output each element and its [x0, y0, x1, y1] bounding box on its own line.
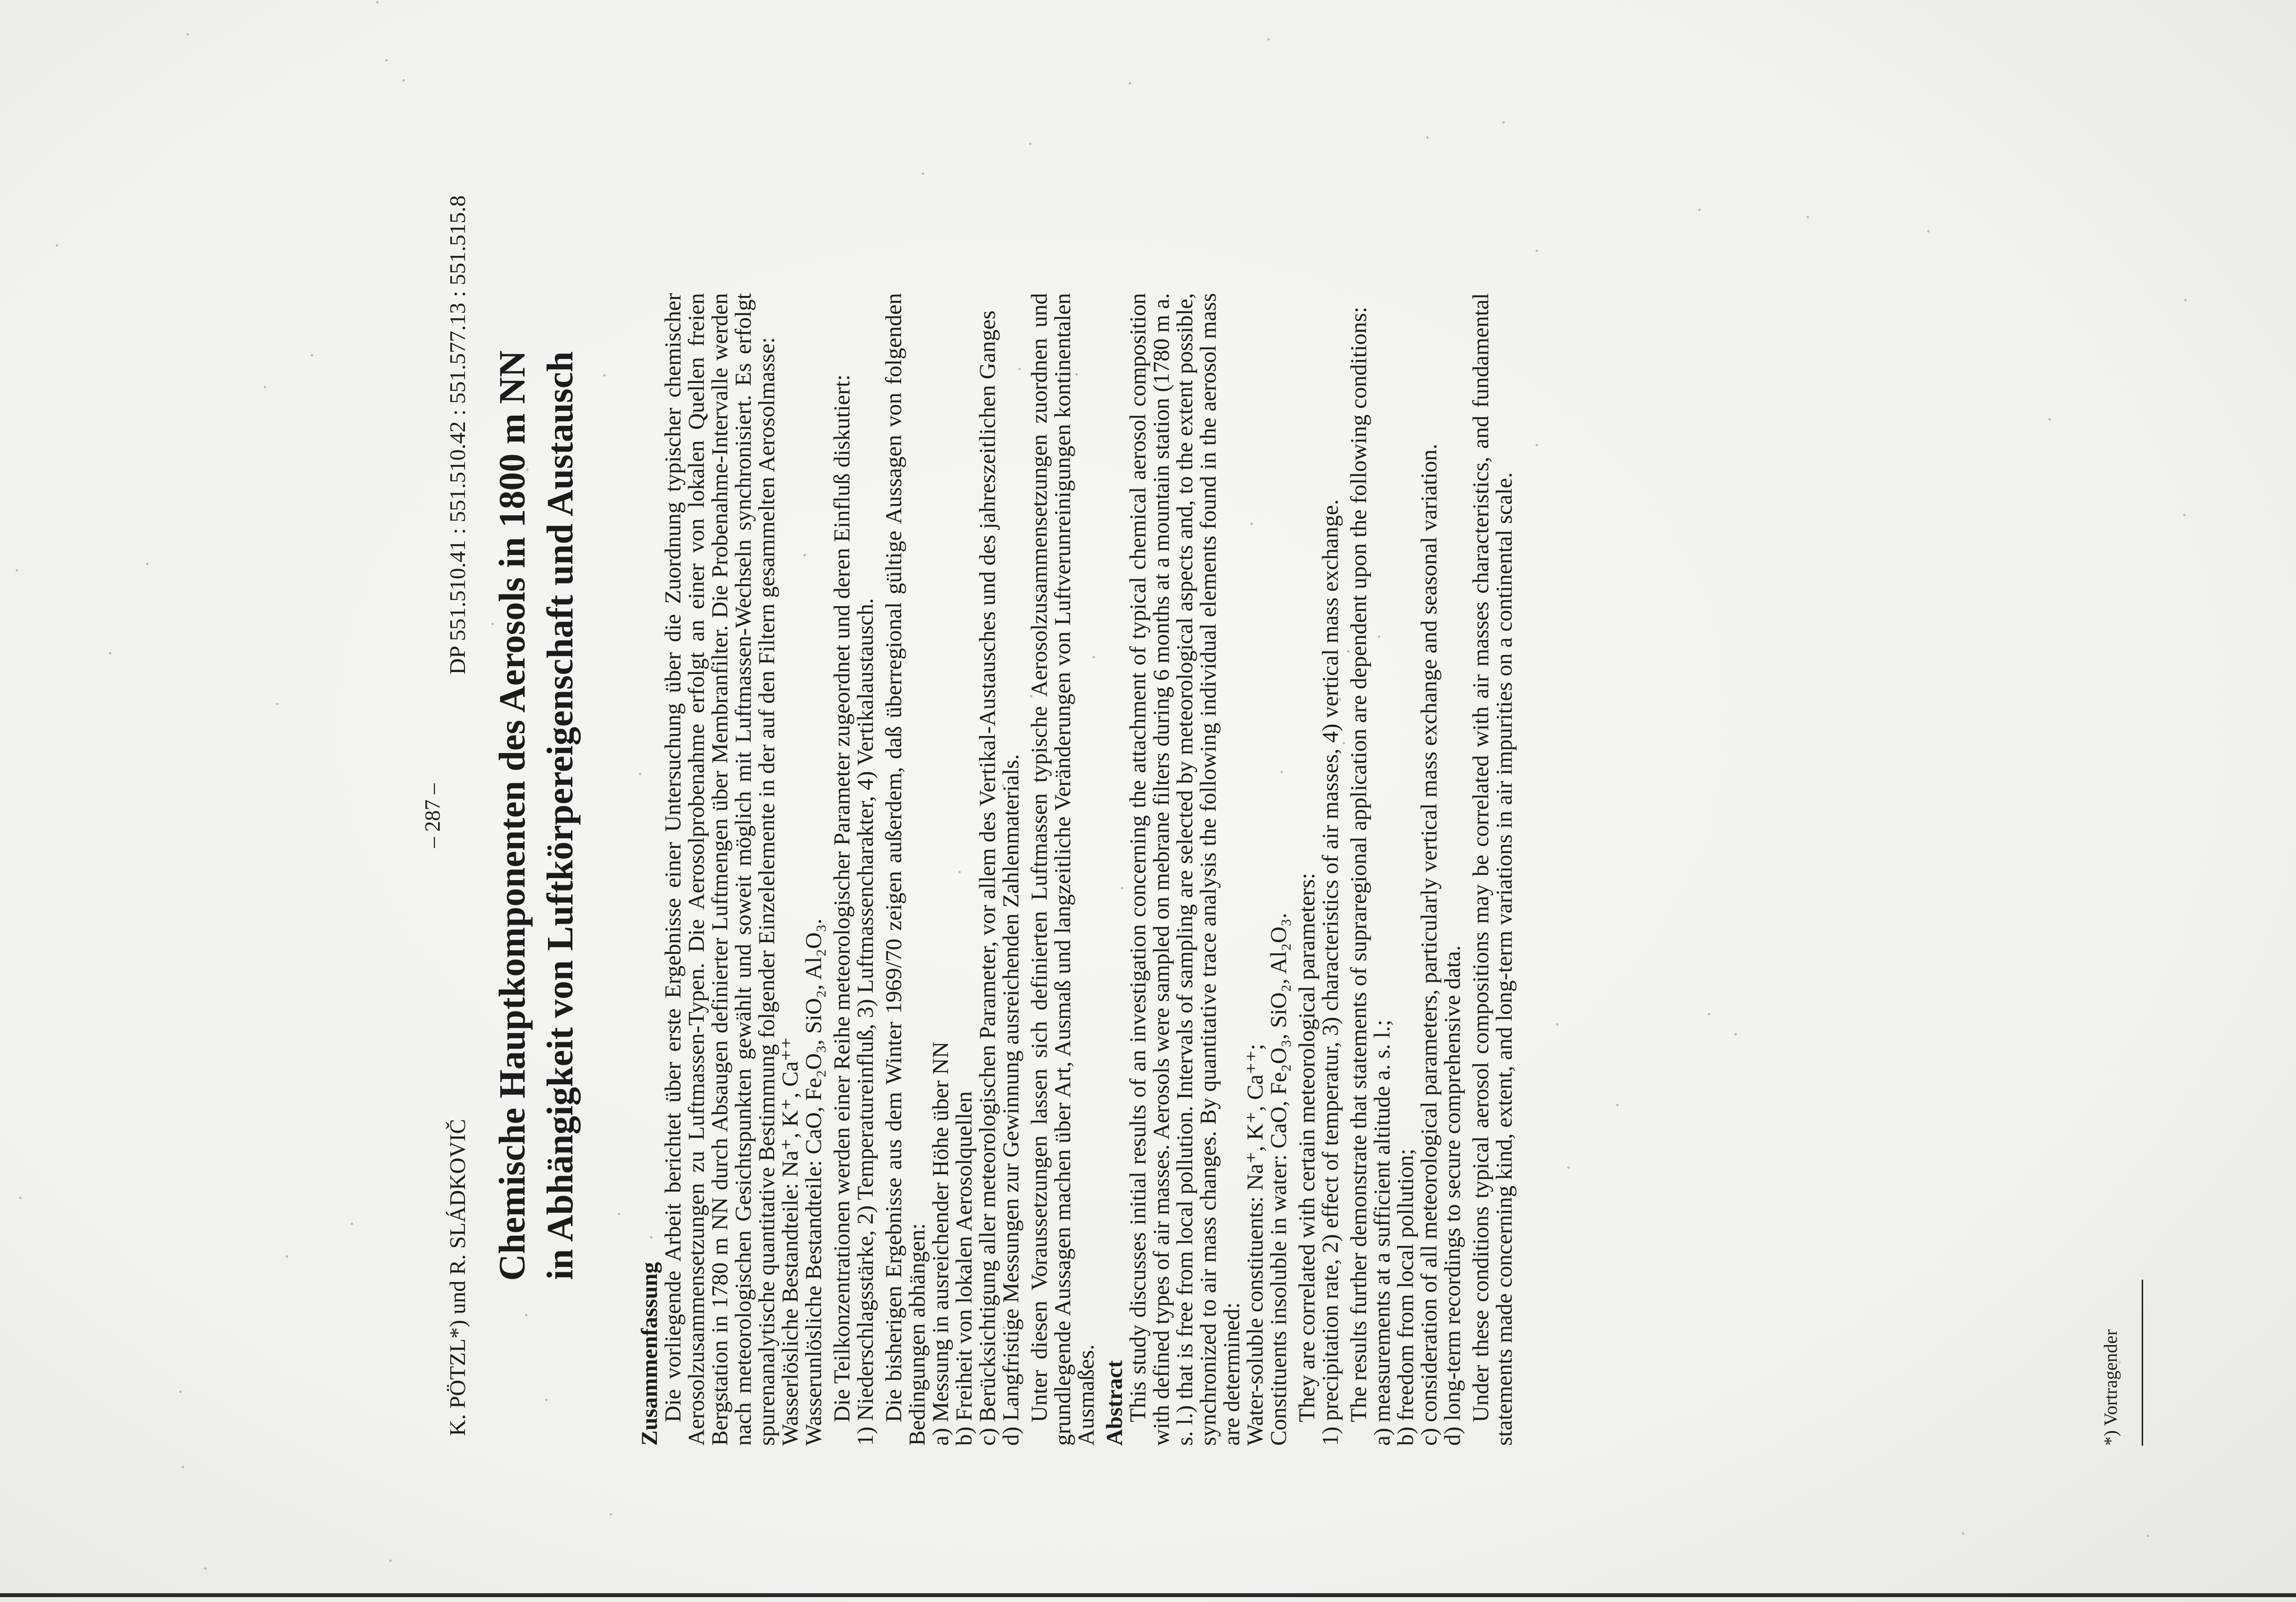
zusammenfassung-paragraph-4: Unter diesen Voraussetzungen lassen sich definierten Luftmassen typische Aerosolzusammensetzungen zuordnen und grundlegende Aussagen machen über Art, Ausmaß und langzeitliche Veränderungen von Luftverunreinigungen kontinentalen Ausmaßes. — [1027, 293, 1099, 1446]
abstract-parameters: 1) precipitation rate, 2) effect of temperatur, 3) characteristics of air masses, 4) vertical mass exchange. — [1318, 499, 1343, 1446]
abstract-condition-a: a) measurements at a sufficient altitude a. s. l.; — [1369, 1019, 1395, 1446]
footnote-rule — [2142, 1280, 2143, 1446]
scan-speck — [1267, 38, 1270, 41]
classification-code: DP 551.510.41 : 551.510.42 : 551.577.13 : 551.515.8 — [445, 195, 470, 675]
zusammenfassung-condition-a: a) Messung in ausreichender Höhe über NN — [928, 1041, 953, 1446]
paper-body — [635, 293, 1516, 1446]
scan-speck — [376, 1, 379, 3]
abstract-insoluble: Constituents insoluble in water: CaO, Fe₂O₃, SiO₂, Al₂O₃. — [1266, 912, 1291, 1446]
title-line-1: Chemische Hauptkomponenten des Aerosols in 1800 m NN — [492, 350, 533, 1281]
scan-speck — [389, 1560, 392, 1562]
footnote: *) Vortragender — [2101, 1329, 2121, 1446]
scan-speck — [276, 703, 278, 705]
scan-speck — [16, 569, 18, 571]
scan-edge-line — [0, 1593, 2296, 1597]
abstract-soluble: Water-soluble constituents: Na⁺, K⁺, Ca⁺⁺; — [1243, 1044, 1268, 1446]
scan-speck — [402, 79, 405, 82]
scan-speck — [179, 1391, 182, 1393]
scan-speck — [351, 1223, 353, 1225]
rotated-page — [361, 83, 2296, 1548]
scan-speck — [56, 244, 58, 247]
zusammenfassung-paragraph-2: Die Teilkonzentrationen werden einer Reihe meteorologischer Parameter zugeordnet und deren Einfluß diskutiert: — [829, 374, 855, 1422]
abstract-paragraph-2: They are correlated with certain meteorological parameters: — [1294, 873, 1320, 1422]
abstract-condition-b: b) freedom from local pollution; — [1393, 1148, 1418, 1446]
scan-speck — [286, 1255, 288, 1258]
abstract-paragraph-3: The results further demonstrate that statements of supraregional application are dependent upon the following conditions: — [1346, 306, 1371, 1422]
abstract-paragraph-4: Under these conditions typical aerosol compositions may be correlated with air masses characteristics, and fundamental statements made concerning kind, extent, and long-term variations in air impurities on a continental scale. — [1468, 293, 1517, 1446]
page-number: – 287 – — [421, 783, 444, 848]
zusammenfassung-soluble: Wasserlösliche Bestandteile: Na⁺, K⁺, Ca⁺⁺ — [778, 1037, 803, 1446]
zusammenfassung-condition-c: c) Berücksichtigung aller meteorologischen Parameter, vor allem des Vertikal-Austausches und des jahreszeitlichen Ganges — [975, 310, 1000, 1446]
scan-speck — [311, 354, 313, 357]
paper-title — [488, 181, 584, 1451]
zusammenfassung-insoluble: Wasserunlösliche Bestandteile: CaO, Fe₂O₃, SiO₂, Al₂O₃. — [801, 918, 826, 1446]
zusammenfassung-paragraph-3: Die bisherigen Ergebnisse aus dem Winter 1969/70 zeigen außerdem, daß überregional gültige Aussagen von folgenden Bedingungen abhängen: — [881, 293, 930, 1446]
abstract-condition-d: d) long-term recordings to secure comprehensive data. — [1440, 945, 1465, 1446]
zusammenfassung-heading: Zusammenfassung — [637, 1262, 662, 1446]
scan-speck — [109, 652, 111, 654]
scan-speck — [182, 1466, 184, 1468]
abstract-heading: Abstract — [1102, 1360, 1127, 1446]
authors: K. PÖTZL*) und R. SLÁDKOVIČ — [445, 1118, 470, 1436]
scan-speck — [264, 386, 266, 388]
scan-speck — [146, 563, 148, 565]
zusammenfassung-paragraph-1: Die vorliegende Arbeit berichtet über erste Ergebnisse einer Untersuchung über die Zuordnung typischer chemischer Aerosolzusammensetzungen zu Luftmassen-Typen. Die Aerosolprobenahme erfolgt an einer von lokalen Quellen freien Bergstation in 1780 m NN durch Absaugen definierter Luftmengen über Membranfilter. Die Probenahme-Intervalle werden nach meteorologischen Gesichtspunkten gewählt und soweit möglich mit Luftmassen-Wechseln synchronisiert. Es erfolgt spurenanalytische quantitative Bestimmung folgender Einzelelemente in der auf den Filtern gesammelten Aerosolmasse: — [660, 293, 779, 1446]
scan-speck — [385, 59, 388, 62]
scan-speck — [204, 1567, 207, 1570]
title-line-2: in Abhängigkeit von Luftkörpereigenschaft und Austausch — [540, 351, 581, 1280]
zusammenfassung-condition-d: d) Langfristige Messungen zur Gewinnung ausreichenden Zahlenmaterials. — [998, 754, 1024, 1446]
abstract-paragraph-1: This study discusses initial results of an investigation concerning the attachment of typical chemical aerosol composition with defined types of air masses. Aerosols were sampled on mebrane filters during 6 months at a mountain station (1780 m a. s. l.) that is free from local pollution. Intervals of sampling are selected by meteorological aspects and, to the extent possible, synchronized to air mass changes. By quantitative trace analysis the following individual elements found in the aerosol mass are determined: — [1125, 293, 1244, 1446]
abstract-condition-c: c) consideration of all meteorological parameters, particularly vertical mass exchange and seasonal variation. — [1416, 443, 1442, 1446]
zusammenfassung-parameters: 1) Niederschlagsstärke, 2) Temperatureinfluß, 3) Luftmassencharakter, 4) Vertikalaustausch. — [853, 598, 878, 1446]
scan-speck — [19, 1197, 21, 1199]
scan-speck — [187, 33, 189, 36]
zusammenfassung-condition-b: b) Freiheit von lokalen Aerosolquellen — [951, 1091, 977, 1446]
